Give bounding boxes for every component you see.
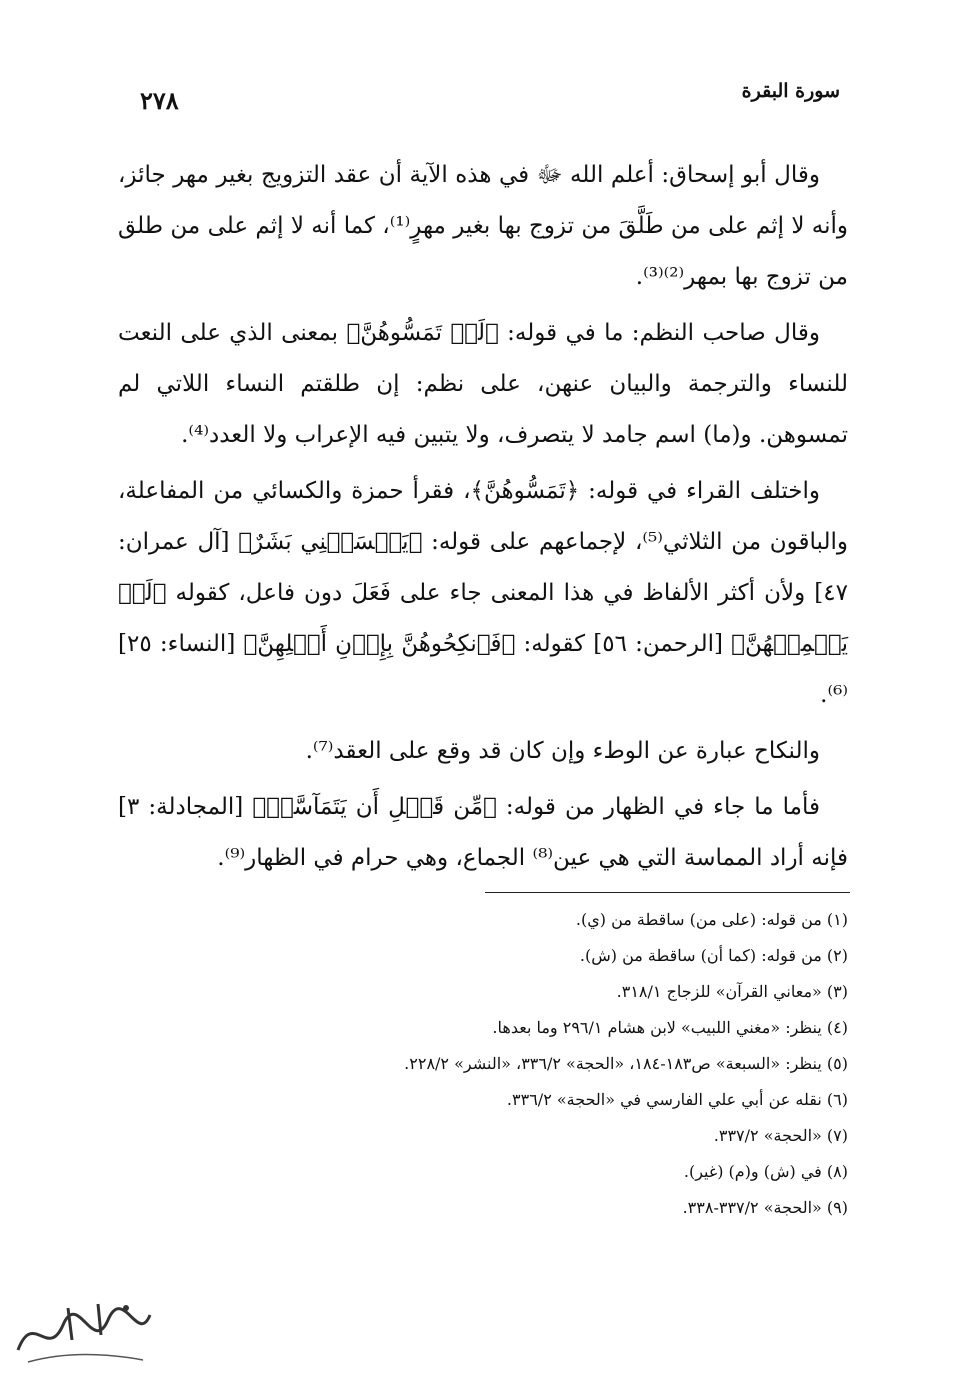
footnote: (٧) «الحجة» ٣٣٧/٢.	[713, 1126, 848, 1145]
footnote: (٣) «معاني القرآن» للزجاج ٣١٨/١.	[616, 982, 848, 1001]
footnote: (٨) في (ش) و(م) (غير).	[683, 1162, 848, 1181]
footnotes	[140, 902, 848, 1226]
paragraph: والنكاح عبارة عن الوطء وإن كان قد وقع على العقد⁽⁷⁾.	[305, 738, 820, 764]
footnote: (١) من قوله: (على من) ساقطة من (ي).	[575, 910, 848, 929]
paragraph: فأما ما جاء في الظهار من قوله: ﴿مِّن قَبۡلِ أَن يَتَمَآسَّاۚ﴾ [المجادلة: ٣] فإنه أراد المماسة التي هي عين⁽⁸⁾ الجماع، وهي حرام في الظهار⁽⁹⁾.	[118, 794, 848, 871]
paragraph: وقال أبو إسحاق: أعلم الله ﷻ في هذه الآية أن عقد التزويج بغير مهر جائز، وأنه لا إثم على من طَلَّقَ من تزوج بها بغير مهرٍ⁽¹⁾، كما أنه لا إثم على من طلق من تزوج بها بمهر⁽²⁾⁽³⁾.	[118, 162, 848, 290]
footnote: (٤) ينظر: «مغني اللبيب» لابن هشام ٢٩٦/١ وما بعدها.	[492, 1018, 848, 1037]
surah-title: سورة البقرة	[741, 80, 840, 102]
footnote: (٢) من قوله: (كما أن) ساقطة من (ش).	[579, 946, 848, 965]
footnote: (٩) «الحجة» ٣٣٧/٢-٣٣٨.	[682, 1198, 848, 1217]
calligraphy-logo	[8, 1290, 158, 1370]
body-text	[118, 150, 848, 889]
paragraph: واختلف القراء في قوله: ﴿تَمَسُّوهُنَّ﴾، فقرأ حمزة والكسائي من المفاعلة، والباقون من الثلاثي⁽⁵⁾، لإجماعهم على قوله: ﴿يَمۡسَسۡنِي بَشَرٌ﴾ [آل عمران: ٤٧] ولأن أكثر الألفاظ في هذا المعنى جاء على فَعَلَ دون فاعل، كقوله ﴿لَمۡ يَطۡمِثۡهُنَّ﴾ [الرحمن: ٥٦] كقوله: ﴿فَٱنكِحُوهُنَّ بِإِذۡنِ أَهۡلِهِنَّ﴾ [النساء: ٢٥]⁽⁶⁾.	[118, 478, 849, 708]
footnote: (٦) نقله عن أبي علي الفارسي في «الحجة» ٣٣٦/٢.	[506, 1090, 848, 1109]
footnote-separator	[485, 892, 850, 893]
page-header	[140, 80, 840, 120]
paragraph: وقال صاحب النظم: ما في قوله: ﴿لَمۡ تَمَسُّوهُنَّ﴾ بمعنى الذي على النعت للنساء والترجمة والبيان عنهن، على نظم: إن طلقتم النساء اللاتي لم تمسوهن. و(ما) اسم جامد لا يتصرف، ولا يتبين فيه الإعراب ولا العدد⁽⁴⁾.	[118, 320, 848, 448]
footnote: (٥) ينظر: «السبعة» ص١٨٣-١٨٤، «الحجة» ٣٣٦/٢، «النشر» ٢٢٨/٢.	[404, 1054, 848, 1073]
page-number: ٢٧٨	[140, 86, 179, 115]
